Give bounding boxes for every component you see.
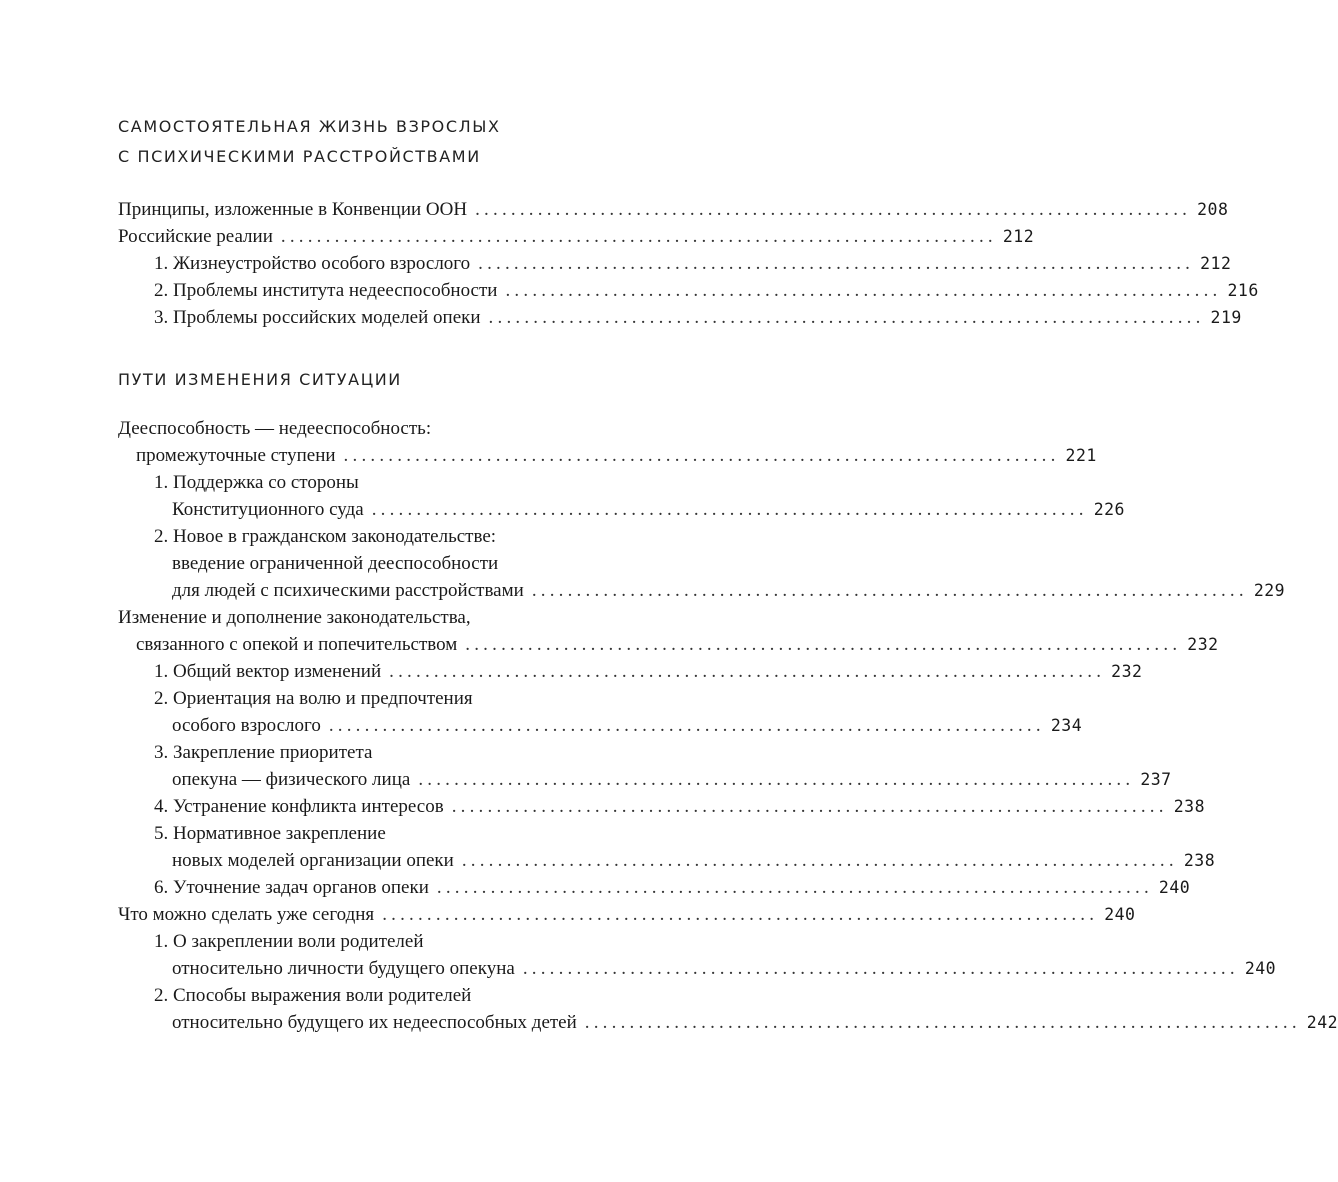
dot-leader: ................................................................................ (461, 850, 1178, 871)
toc-entry-title-line: 1. Поддержка со стороны (154, 472, 359, 493)
dot-leader: ................................................................................ (343, 445, 1060, 466)
toc-entry[interactable] (118, 523, 1286, 604)
page-number: 208 (1197, 200, 1229, 219)
toc-entry-title-line: Принципы, изложенные в Конвенции ООН (118, 199, 468, 220)
toc-entry[interactable] (118, 250, 1232, 277)
toc-entry-title-line: 1. Жизнеустройство особого взрослого (154, 253, 471, 274)
toc-entry[interactable] (118, 415, 1097, 469)
dot-leader: ................................................................................ (478, 253, 1195, 274)
dot-leader: ................................................................................ (465, 634, 1182, 655)
toc-list (118, 415, 1338, 1036)
toc-entry-title-line: 3. Закрепление приоритета (154, 742, 373, 763)
toc-entry-title-line: Российские реалии (118, 226, 273, 247)
page-number: 212 (1200, 254, 1232, 273)
page-number: 226 (1093, 500, 1125, 519)
toc-entry-row (118, 901, 1136, 928)
section-title-line: С ПСИХИЧЕСКИМИ РАССТРОЙСТВАМИ (118, 147, 481, 166)
toc-list (118, 196, 1259, 331)
dot-leader: ................................................................................ (280, 226, 997, 247)
toc-entry[interactable] (118, 739, 1172, 793)
toc-entry-title-line: 2. Ориентация на волю и предпочтения (154, 688, 473, 709)
section-title-line: САМОСТОЯТЕЛЬНАЯ ЖИЗНЬ ВЗРОСЛЫХ (118, 117, 501, 136)
toc-entry-row (118, 631, 1219, 658)
toc-entry-title-line: 2. Новое в гражданском законодательстве: (154, 526, 497, 547)
page-number: 216 (1227, 281, 1259, 300)
toc-entry-row (154, 496, 1125, 523)
toc-entry[interactable] (118, 469, 1125, 523)
toc-entry-title-line: Конституционного суда (172, 499, 364, 520)
dot-leader: ................................................................................ (451, 796, 1168, 817)
toc-entry-title-line: промежуточные ступени (136, 445, 336, 466)
toc-entry[interactable] (118, 982, 1338, 1036)
dot-leader: ................................................................................ (389, 661, 1106, 682)
toc-entry[interactable] (118, 196, 1229, 223)
toc-entry[interactable] (118, 277, 1259, 304)
page-number: 238 (1183, 851, 1216, 870)
toc-entry[interactable] (118, 874, 1191, 901)
toc-entry-row (154, 793, 1206, 820)
dot-leader: ................................................................................ (328, 715, 1045, 736)
toc-entry[interactable] (118, 304, 1242, 331)
page-number: 237 (1140, 770, 1172, 789)
dot-leader: ................................................................................ (488, 307, 1205, 328)
toc-entry-title-line: новых моделей организации опеки (172, 850, 454, 871)
dot-leader: ................................................................................ (505, 280, 1222, 301)
toc-entry-title-line: опекуна — физического лица (172, 769, 411, 790)
toc-entry-row (118, 223, 1035, 250)
page-number: 221 (1065, 446, 1097, 465)
dot-leader: ................................................................................ (475, 199, 1192, 220)
toc-entry-title-line: 4. Устранение конфликта интересов (154, 796, 444, 817)
toc-entry-title-line: относительно будущего их недееспособных детей (172, 1012, 577, 1033)
toc-entry-title-line: 1. О закреплении воли родителей (154, 931, 424, 952)
section-title (118, 365, 710, 395)
toc-entry[interactable] (118, 928, 1277, 982)
toc-entry-row (118, 442, 1097, 469)
dot-leader: ................................................................................ (371, 499, 1088, 520)
toc-entry-title-line: относительно личности будущего опекуна (172, 958, 515, 979)
toc-entry-row (154, 577, 1286, 604)
toc-entry-row (154, 277, 1259, 304)
toc-entry[interactable] (118, 658, 1143, 685)
page-number: 229 (1253, 581, 1286, 600)
page-number: 212 (1002, 227, 1035, 246)
section-title-line: ПУТИ ИЗМЕНЕНИЯ СИТУАЦИИ (118, 370, 402, 389)
toc-entry-row (154, 712, 1083, 739)
page-number: 232 (1111, 662, 1143, 681)
page-number: 232 (1187, 635, 1219, 654)
toc-entry-title-line: связанного с опекой и попечительством (136, 634, 458, 655)
toc-entry-row (118, 196, 1229, 223)
toc-entry-title-line: 2. Способы выражения воли родителей (154, 985, 472, 1006)
toc-entry-title-line: 5. Нормативное закрепление (154, 823, 386, 844)
table-of-contents (118, 112, 1338, 1036)
dot-leader: ................................................................................ (522, 958, 1239, 979)
toc-entry[interactable] (118, 223, 1035, 250)
page-number: 238 (1173, 797, 1206, 816)
toc-entry-title-line: 6. Уточнение задач органов опеки (154, 877, 429, 898)
toc-entry-title-line: Дееспособность — недееспособность: (118, 418, 432, 439)
page-number: 242 (1306, 1013, 1338, 1032)
toc-entry-row (154, 955, 1277, 982)
dot-leader: ................................................................................ (531, 580, 1248, 601)
toc-entry-row (154, 1009, 1338, 1036)
toc-entry-title-line: 3. Проблемы российских моделей опеки (154, 307, 481, 328)
page-number: 240 (1158, 878, 1191, 897)
toc-entry-title-line: 1. Общий вектор изменений (154, 661, 382, 682)
toc-entry[interactable] (118, 901, 1136, 928)
page-number: 234 (1050, 716, 1083, 735)
toc-entry-title-line: введение ограниченной дееспособности (172, 553, 499, 574)
page-number: 219 (1210, 308, 1242, 327)
toc-entry-row (154, 304, 1242, 331)
toc-entry-title-line: для людей с психическими расстройствами (172, 580, 524, 601)
toc-entry-row (154, 766, 1172, 793)
toc-entry-title-line: особого взрослого (172, 715, 321, 736)
toc-entry[interactable] (118, 604, 1219, 658)
page-number: 240 (1244, 959, 1277, 978)
dot-leader: ................................................................................ (436, 877, 1153, 898)
page-number: 240 (1104, 905, 1136, 924)
toc-entry[interactable] (118, 685, 1083, 739)
toc-entry[interactable] (118, 793, 1206, 820)
dot-leader: ................................................................................ (418, 769, 1135, 790)
section-title (118, 112, 710, 172)
toc-entry-row (154, 658, 1143, 685)
dot-leader: ................................................................................ (584, 1012, 1301, 1033)
toc-entry-title-line: 2. Проблемы института недееспособности (154, 280, 498, 301)
toc-entry[interactable] (118, 820, 1216, 874)
toc-entry-row (154, 250, 1232, 277)
toc-entry-row (154, 874, 1191, 901)
toc-entry-row (154, 847, 1216, 874)
dot-leader: ................................................................................ (382, 904, 1099, 925)
toc-entry-title-line: Изменение и дополнение законодательства, (118, 607, 471, 628)
toc-entry-title-line: Что можно сделать уже сегодня (118, 904, 375, 925)
